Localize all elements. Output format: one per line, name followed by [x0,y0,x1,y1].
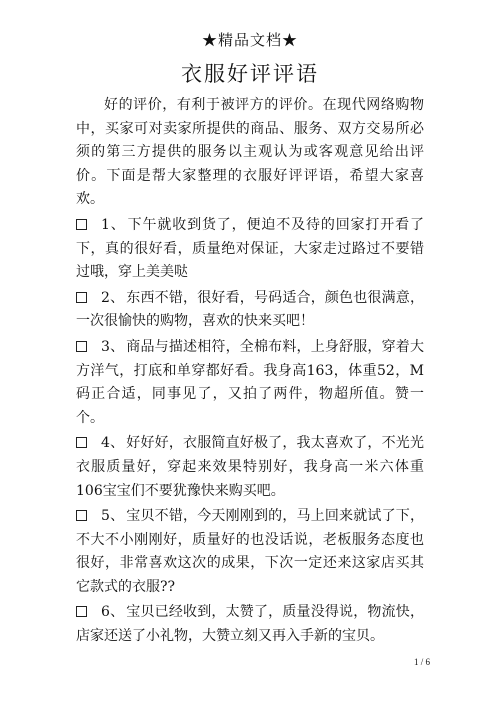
item-number: 4、 [101,435,125,452]
review-item-1 [76,214,424,285]
review-item-4 [76,432,424,503]
checkbox-icon [76,219,87,230]
item-number: 2、 [101,289,125,306]
item-number: 5、 [101,508,125,525]
review-item-3 [76,336,424,430]
review-item-5 [76,505,424,599]
item-text: 下午就收到货了，便迫不及待的回家打开看了下，真的很好看，质量绝对保证，大家走过路过不要错过哦，穿上美美哒 [76,216,424,281]
review-item-6 [76,601,424,648]
item-number: 6、 [101,604,125,621]
checkbox-icon [76,292,87,303]
item-text: 东西不错，很好看，号码适合，颜色也很满意，一次很愉快的购物，喜欢的快来买吧！ [76,289,424,330]
checkbox-icon [76,510,87,521]
checkbox-icon [76,606,87,617]
document-body [76,94,424,649]
checkbox-icon [76,437,87,448]
review-item-2 [76,287,424,334]
page-number: 1 / 6 [413,657,430,667]
item-number: 1、 [101,216,126,233]
item-text: 好好好，衣服简直好极了，我太喜欢了，不光光衣服质量好，穿起来效果特别好，我身高一米六体重106宝宝们不要犹豫快来购买吧。 [76,435,424,499]
item-text: 宝贝已经收到，太赞了，质量没得说，物流快，店家还送了小礼物，大赞立刻又再入手新的宝贝。 [76,604,424,645]
page-header: ★精品文档★ [201,31,298,49]
item-number: 3、 [101,338,125,355]
item-text: 宝贝不错，今天刚刚到的，马上回来就试了下，不大不小刚刚好，质量好的也没话说，老板服务态度也很好，非常喜欢这次的成果，下次一定还来这家店买其它款式的衣服?? [76,508,424,595]
checkbox-icon [76,341,87,352]
intro-paragraph: 好的评价，有利于被评方的评价。在现代网络购物中，买家可对卖家所提供的商品、服务、双方交易所必须的第三方提供的服务以主观认为或客观意见给出评价。下面是帮大家整理的衣服好评评语，希望大家喜欢。 [76,97,424,208]
item-text: 商品与描述相符，全棉布料，上身舒服，穿着大方洋气，打底和单穿都好看。我身高163，体重52，M码正合适，同事见了，又拍了两件，物超所值。赞一个。 [76,338,424,426]
document-title: 衣服好评评语 [181,62,319,86]
